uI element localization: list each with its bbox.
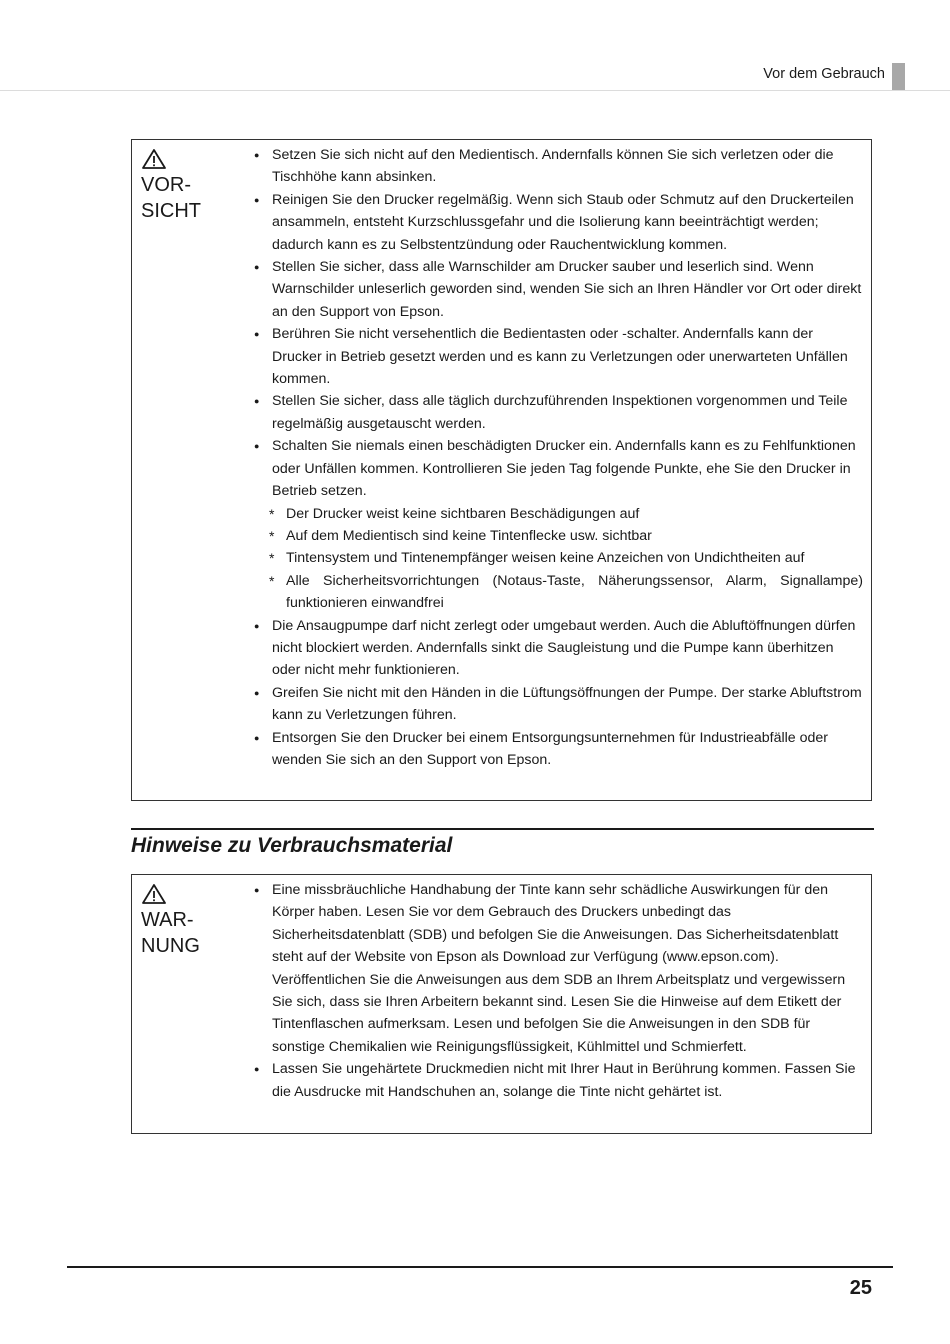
header-tab-marker	[892, 63, 905, 91]
footer-divider	[67, 1266, 893, 1268]
warning-list	[254, 879, 863, 1103]
header-divider	[0, 90, 950, 91]
warning-box	[131, 874, 872, 1134]
caution-side	[141, 148, 241, 224]
list-item: ● Die Ansaugpumpe darf nicht zerlegt oder umgebaut werden. Auch die Abluftöffnungen dürfen nicht blockiert werden. Andernfalls sinkt die Saugleistung und die Pumpe kann überhitzen oder nicht mehr funktionieren.	[254, 615, 863, 682]
caution-list	[254, 144, 863, 771]
list-item: ● Reinigen Sie den Drucker regelmäßig. Wenn sich Staub oder Schmutz auf den Druckerteilen ansammeln, entsteht Kurzschlussgefahr und die Isolierung kann beeinträchtigt werden; dadurch kann es zu Selbstentzündung oder Rauchentwicklung kommen.	[254, 189, 863, 256]
sub-list-item: * Alle Sicherheitsvorrichtungen (Notaus-Taste, Näherungssensor, Alarm, Signallampe) funktionieren einwandfrei	[254, 570, 863, 615]
list-item: ● Stellen Sie sicher, dass alle Warnschilder am Drucker sauber und leserlich sind. Wenn Warnschilder unleserlich geworden sind, wenden Sie sich an Ihren Händler vor Ort oder direkt an den Support von Epson.	[254, 256, 863, 323]
list-item: ● Setzen Sie sich nicht auf den Medientisch. Andernfalls können Sie sich verletzen oder die Tischhöhe kann absinken.	[254, 144, 863, 189]
list-item: ● Greifen Sie nicht mit den Händen in die Lüftungsöffnungen der Pumpe. Der starke Abluftstrom kann zu Verletzungen führen.	[254, 682, 863, 727]
caution-label: VOR- SICHT	[141, 174, 201, 222]
list-item: ● Stellen Sie sicher, dass alle täglich durchzuführenden Inspektionen vorgenommen und Teile regelmäßig ausgetauscht werden.	[254, 390, 863, 435]
sub-list-item: * Auf dem Medientisch sind keine Tintenflecke usw. sichtbar	[254, 525, 863, 547]
sub-list-item: * Tintensystem und Tintenempfänger weisen keine Anzeichen von Undichtheiten auf	[254, 547, 863, 569]
warning-triangle-icon	[141, 148, 167, 170]
list-item: ● Schalten Sie niemals einen beschädigten Drucker ein. Andernfalls kann es zu Fehlfunktionen oder Unfällen kommen. Kontrollieren Sie jeden Tag folgende Punkte, ehe Sie den Drucker in Betrieb setzen.	[254, 435, 863, 502]
section-heading: Hinweise zu Verbrauchsmaterial	[131, 834, 453, 857]
header-section-title: Vor dem Gebrauch	[763, 66, 885, 82]
warning-label: WAR- NUNG	[141, 909, 200, 957]
section-divider	[131, 828, 874, 830]
list-item: ● Eine missbräuchliche Handhabung der Tinte kann sehr schädliche Auswirkungen für den Körper haben. Lesen Sie vor dem Gebrauch des Druckers unbedingt das Sicherheitsdatenblatt (SDB) und befolgen Sie die Anweisungen. Das Sicherheitsdatenblatt steht auf der Website von Epson als Download zur Verfügung (www.epson.com). Veröffentlichen Sie die Anweisungen aus dem SDB an Ihrem Arbeitsplatz und vergewissern Sie sich, dass sie Ihren Arbeitern bekannt sind. Lesen Sie die Hinweise auf dem Etikett der Tintenflaschen aufmerksam. Lesen und befolgen Sie die Anweisungen in den SDB für sonstige Chemikalien wie Reinigungsflüssigkeit, Kühlmittel und Schmierfett.	[254, 879, 863, 1058]
warning-side	[141, 883, 241, 959]
list-item: ● Entsorgen Sie den Drucker bei einem Entsorgungsunternehmen für Industrieabfälle oder wenden Sie sich an den Support von Epson.	[254, 727, 863, 772]
sub-list-item: * Der Drucker weist keine sichtbaren Beschädigungen auf	[254, 503, 863, 525]
list-item: ● Lassen Sie ungehärtete Druckmedien nicht mit Ihrer Haut in Berührung kommen. Fassen Sie die Ausdrucke mit Handschuhen an, solange die Tinte nicht gehärtet ist.	[254, 1058, 863, 1103]
list-item: ● Berühren Sie nicht versehentlich die Bedientasten oder -schalter. Andernfalls kann der Drucker in Betrieb gesetzt werden und es kann zu Verletzungen oder unerwarteten Unfällen kommen.	[254, 323, 863, 390]
caution-box	[131, 139, 872, 801]
warning-triangle-icon	[141, 883, 167, 905]
page-number: 25	[849, 1277, 872, 1299]
